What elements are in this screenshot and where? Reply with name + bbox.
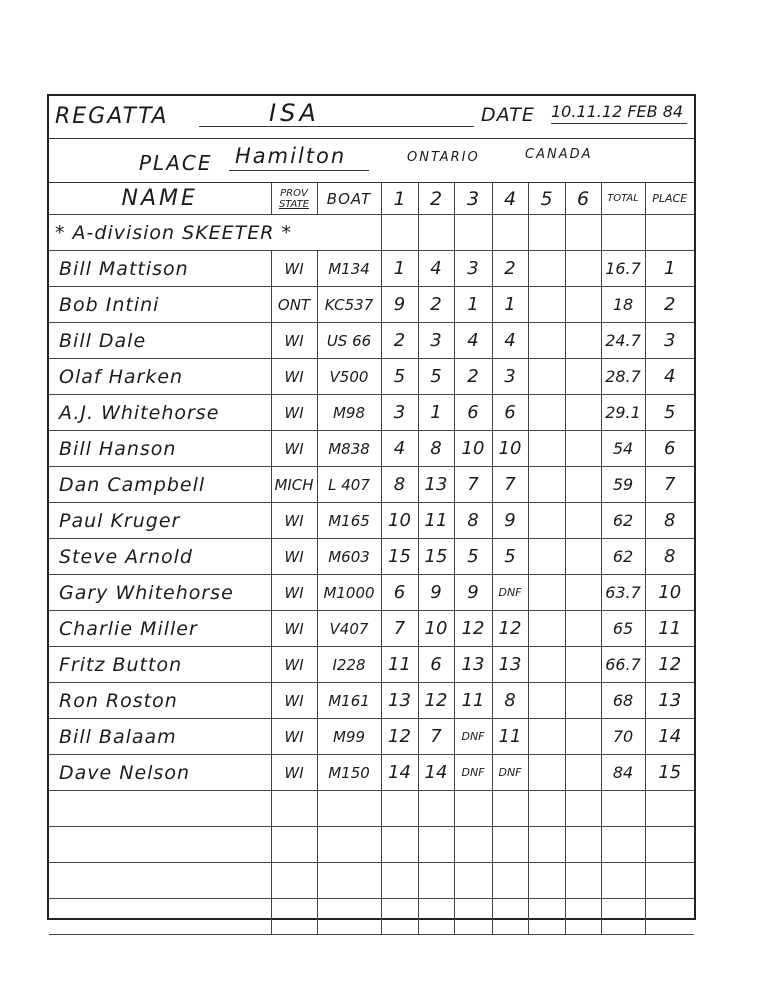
cell-total: 28.7 [601,359,645,395]
empty-cell [49,899,271,935]
cell-r6 [565,287,601,323]
cell-total: 65 [601,611,645,647]
cell-r5 [528,323,565,359]
cell-r3: 5 [454,539,492,575]
table-row [49,359,694,395]
cell-r3: 12 [454,611,492,647]
cell-r5 [528,467,565,503]
col-header-prov: PROV [280,187,308,199]
cell-boat: M98 [317,395,381,431]
cell-r4: 7 [492,467,528,503]
cell-r5 [528,431,565,467]
empty-cell [565,899,601,935]
cell-r1: 8 [381,467,418,503]
cell-r2: 8 [418,431,454,467]
empty-cell [454,827,492,863]
cell-r5 [528,359,565,395]
cell-r6 [565,539,601,575]
cell-r2: 13 [418,467,454,503]
empty-row [49,827,694,863]
cell-boat: M1000 [317,575,381,611]
cell-r5 [528,683,565,719]
cell-r3: 11 [454,683,492,719]
cell-boat: KC537 [317,287,381,323]
cell-r2: 1 [418,395,454,431]
results-table [49,183,694,935]
empty-cell [317,791,381,827]
cell-r3: 7 [454,467,492,503]
empty-cell [645,827,694,863]
empty-cell [528,863,565,899]
empty-cell [492,863,528,899]
empty-cell [528,827,565,863]
empty-cell [645,899,694,935]
cell-r4: 5 [492,539,528,575]
table-row [49,647,694,683]
empty-cell [418,899,454,935]
cell-r4: 10 [492,431,528,467]
empty-cell [601,863,645,899]
empty-cell [492,791,528,827]
cell-prov: WI [271,251,317,287]
cell-r2: 3 [418,323,454,359]
cell-boat: M161 [317,683,381,719]
table-row [49,323,694,359]
cell-r6 [565,647,601,683]
table-row [49,719,694,755]
cell-r4: 12 [492,611,528,647]
table-row [49,395,694,431]
table-row [49,611,694,647]
cell-r4: 13 [492,647,528,683]
cell-r6 [565,755,601,791]
table-row [49,287,694,323]
cell-r2: 2 [418,287,454,323]
cell-name: Ron Roston [49,683,271,719]
cell-prov: WI [271,719,317,755]
cell-r4: DNF [492,575,528,611]
date-underline [551,123,687,124]
empty-cell [565,827,601,863]
cell-r4: 2 [492,251,528,287]
date-label: DATE [481,104,535,126]
cell-name: Bill Hanson [49,431,271,467]
cell-r3: 9 [454,575,492,611]
empty-row [49,791,694,827]
place-label: PLACE [139,151,213,175]
cell-r3: DNF [454,755,492,791]
place-header-row [49,139,694,183]
cell-place: 11 [645,611,694,647]
regatta-label: REGATTA [55,104,169,129]
cell-total: 63.7 [601,575,645,611]
col-header-total: TOTAL [601,183,645,215]
cell-boat: M99 [317,719,381,755]
cell-r3: 1 [454,287,492,323]
empty-cell [317,863,381,899]
table-row [49,755,694,791]
cell-boat: M603 [317,539,381,575]
cell-boat: M134 [317,251,381,287]
cell-r4: 11 [492,719,528,755]
col-header-race-2: 2 [418,183,454,215]
cell-r1: 10 [381,503,418,539]
cell-place: 13 [645,683,694,719]
cell-r4: 8 [492,683,528,719]
cell-r1: 6 [381,575,418,611]
cell-total: 16.7 [601,251,645,287]
cell-r6 [565,683,601,719]
cell-prov: WI [271,359,317,395]
cell-r1: 14 [381,755,418,791]
cell-name: Steve Arnold [49,539,271,575]
cell-prov: WI [271,539,317,575]
empty-cell [49,863,271,899]
place-underline [229,170,369,171]
cell-name: Fritz Button [49,647,271,683]
cell-total: 24.7 [601,323,645,359]
cell-total: 59 [601,467,645,503]
cell-boat: L 407 [317,467,381,503]
table-row [49,575,694,611]
empty-cell [645,863,694,899]
cell-name: Bob Intini [49,287,271,323]
cell-prov: WI [271,323,317,359]
cell-name: Bill Mattison [49,251,271,287]
empty-cell [492,827,528,863]
cell-r1: 7 [381,611,418,647]
cell-name: Bill Dale [49,323,271,359]
cell-place: 2 [645,287,694,323]
cell-r2: 12 [418,683,454,719]
empty-cell [528,899,565,935]
cell-name: Dan Campbell [49,467,271,503]
cell-boat: M165 [317,503,381,539]
cell-r1: 1 [381,251,418,287]
table-row [49,683,694,719]
province-text: ONTARIO [407,150,480,165]
cell-r6 [565,395,601,431]
table-row [49,431,694,467]
cell-total: 29.1 [601,395,645,431]
cell-place: 8 [645,503,694,539]
cell-total: 54 [601,431,645,467]
empty-row [49,863,694,899]
empty-cell [317,899,381,935]
cell-r1: 12 [381,719,418,755]
cell-total: 68 [601,683,645,719]
empty-cell [381,791,418,827]
cell-boat: M838 [317,431,381,467]
regatta-underline [199,126,474,127]
empty-cell [565,791,601,827]
cell-r1: 4 [381,431,418,467]
cell-boat: M150 [317,755,381,791]
cell-total: 66.7 [601,647,645,683]
empty-row [49,899,694,935]
cell-prov: WI [271,503,317,539]
table-row [49,539,694,575]
cell-r5 [528,539,565,575]
empty-cell [454,863,492,899]
cell-prov: WI [271,395,317,431]
cell-r5 [528,503,565,539]
empty-cell [418,827,454,863]
cell-r4: 1 [492,287,528,323]
cell-r2: 5 [418,359,454,395]
empty-cell [645,791,694,827]
cell-r1: 3 [381,395,418,431]
col-header-race-6: 6 [565,183,601,215]
empty-cell [49,827,271,863]
cell-name: Gary Whitehorse [49,575,271,611]
cell-r4: 6 [492,395,528,431]
cell-r6 [565,503,601,539]
cell-boat: V407 [317,611,381,647]
cell-r4: 4 [492,323,528,359]
cell-r6 [565,611,601,647]
cell-place: 14 [645,719,694,755]
cell-name: Paul Kruger [49,503,271,539]
empty-cell [381,827,418,863]
result-rows [49,251,694,935]
cell-r6 [565,251,601,287]
cell-prov: WI [271,575,317,611]
cell-place: 10 [645,575,694,611]
cell-prov: WI [271,431,317,467]
cell-r3: 13 [454,647,492,683]
cell-r4: DNF [492,755,528,791]
cell-r4: 3 [492,359,528,395]
empty-cell [271,863,317,899]
empty-cell [601,791,645,827]
cell-name: Dave Nelson [49,755,271,791]
cell-r2: 14 [418,755,454,791]
cell-place: 1 [645,251,694,287]
empty-cell [317,827,381,863]
col-header-race-5: 5 [528,183,565,215]
division-row [49,215,694,251]
cell-r3: 4 [454,323,492,359]
cell-prov: WI [271,611,317,647]
empty-cell [492,899,528,935]
cell-boat: US 66 [317,323,381,359]
table-row [49,503,694,539]
cell-prov: WI [271,647,317,683]
cell-total: 70 [601,719,645,755]
col-header-race-3: 3 [454,183,492,215]
cell-name: Charlie Miller [49,611,271,647]
col-header-boat: BOAT [317,183,381,215]
cell-prov: ONT [271,287,317,323]
empty-cell [381,863,418,899]
col-header-state: STATE [278,198,310,210]
empty-cell [454,791,492,827]
table-row [49,251,694,287]
cell-r3: 6 [454,395,492,431]
cell-r6 [565,323,601,359]
cell-name: Olaf Harken [49,359,271,395]
cell-place: 8 [645,539,694,575]
empty-cell [418,863,454,899]
cell-r1: 13 [381,683,418,719]
cell-r1: 11 [381,647,418,683]
cell-boat: V500 [317,359,381,395]
cell-prov: WI [271,755,317,791]
cell-place: 7 [645,467,694,503]
cell-r5 [528,755,565,791]
column-header-row [49,183,694,215]
empty-cell [381,899,418,935]
cell-r3: 10 [454,431,492,467]
col-header-place: PLACE [645,183,694,215]
col-header-race-4: 4 [492,183,528,215]
cell-r3: 2 [454,359,492,395]
empty-cell [565,863,601,899]
cell-total: 84 [601,755,645,791]
empty-cell [418,791,454,827]
empty-cell [601,899,645,935]
cell-r6 [565,575,601,611]
cell-r6 [565,359,601,395]
cell-place: 15 [645,755,694,791]
cell-r2: 6 [418,647,454,683]
empty-cell [601,827,645,863]
cell-r2: 11 [418,503,454,539]
cell-r6 [565,719,601,755]
cell-r2: 9 [418,575,454,611]
empty-cell [528,791,565,827]
cell-r1: 5 [381,359,418,395]
cell-place: 3 [645,323,694,359]
cell-r5 [528,575,565,611]
cell-place: 4 [645,359,694,395]
cell-total: 62 [601,539,645,575]
date-value: 10.11.12 FEB 84 [551,102,684,121]
country-text: CANADA [525,147,593,162]
results-sheet [47,94,696,920]
cell-r2: 15 [418,539,454,575]
cell-place: 12 [645,647,694,683]
place-value: Hamilton [235,144,347,168]
cell-r3: 3 [454,251,492,287]
cell-r1: 15 [381,539,418,575]
empty-cell [271,899,317,935]
empty-cell [271,827,317,863]
cell-r3: 8 [454,503,492,539]
cell-r2: 7 [418,719,454,755]
cell-r5 [528,251,565,287]
cell-name: Bill Balaam [49,719,271,755]
cell-r2: 4 [418,251,454,287]
empty-cell [49,791,271,827]
cell-r1: 9 [381,287,418,323]
cell-total: 62 [601,503,645,539]
cell-boat: I228 [317,647,381,683]
empty-cell [454,899,492,935]
cell-r5 [528,395,565,431]
regatta-value: ISA [269,99,320,127]
cell-place: 5 [645,395,694,431]
cell-prov: MICH [271,467,317,503]
empty-cell [271,791,317,827]
regatta-header-row [49,96,694,139]
cell-r2: 10 [418,611,454,647]
cell-prov: WI [271,683,317,719]
division-label: * A-division SKEETER * [49,215,381,251]
col-header-prov-state [271,183,317,215]
cell-name: A.J. Whitehorse [49,395,271,431]
cell-r6 [565,467,601,503]
cell-r4: 9 [492,503,528,539]
cell-place: 6 [645,431,694,467]
cell-r5 [528,611,565,647]
col-header-name: NAME [49,183,271,215]
cell-r1: 2 [381,323,418,359]
cell-total: 18 [601,287,645,323]
cell-r5 [528,287,565,323]
cell-r3: DNF [454,719,492,755]
cell-r6 [565,431,601,467]
col-header-race-1: 1 [381,183,418,215]
cell-r5 [528,719,565,755]
cell-r5 [528,647,565,683]
table-row [49,467,694,503]
